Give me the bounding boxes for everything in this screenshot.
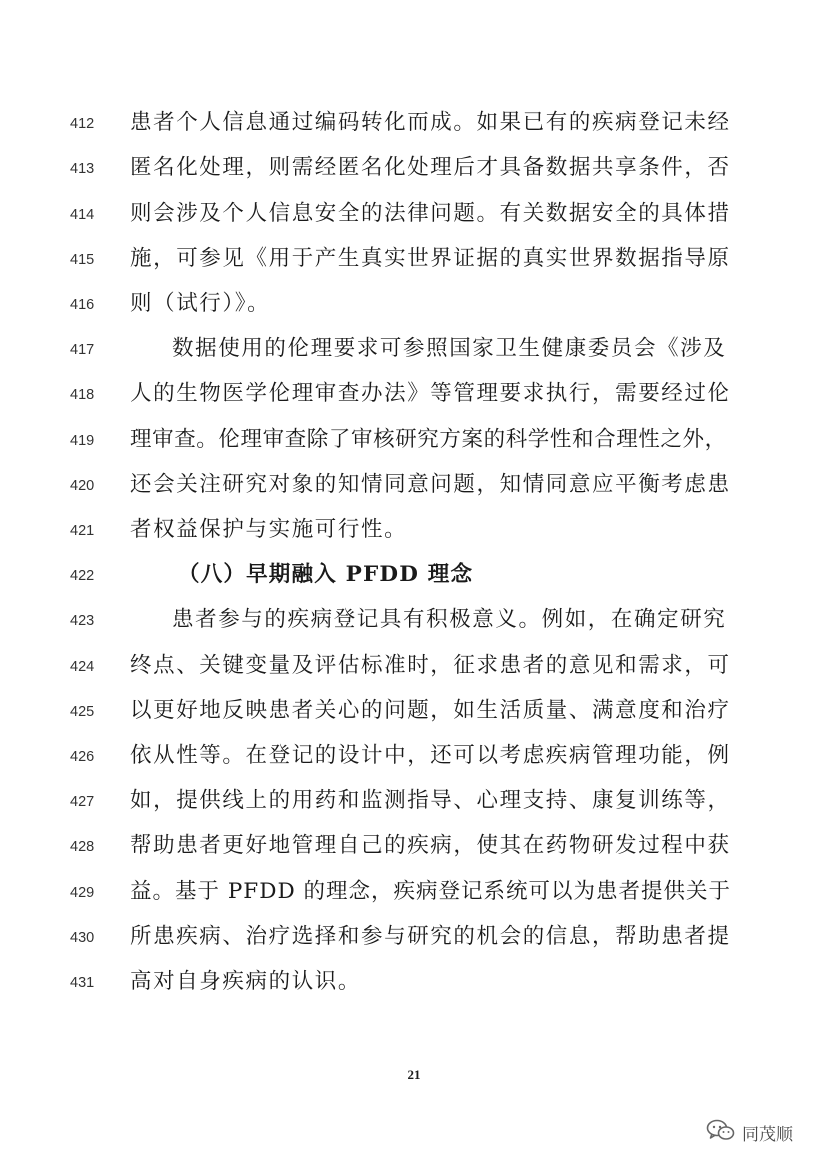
page-number: 21	[407, 1067, 421, 1082]
section-heading-line	[0, 560, 827, 590]
watermark-text: 同茂顺	[742, 1124, 793, 1145]
line-text: 则会涉及个人信息安全的法律问题。有关数据安全的具体措	[130, 201, 731, 226]
line-number: 431	[70, 975, 95, 991]
text-line	[0, 334, 827, 364]
line-number: 414	[70, 207, 95, 223]
line-number: 429	[70, 885, 95, 901]
line-text: 者权益保护与实施可行性。	[130, 517, 408, 542]
text-line	[0, 922, 827, 952]
line-number: 426	[70, 749, 95, 765]
line-text: 益。基于 PFDD 的理念，疾病登记系统可以为患者提供关于	[130, 879, 732, 904]
text-line	[0, 470, 827, 500]
line-number: 420	[70, 478, 95, 494]
line-text: 终点、关键变量及评估标准时，征求患者的意见和需求，可	[130, 653, 731, 678]
line-number: 419	[70, 433, 95, 449]
line-text: 患者个人信息通过编码转化而成。如果已有的疾病登记未经	[130, 110, 731, 135]
line-text: 依从性等。在登记的设计中，还可以考虑疾病管理功能，例	[130, 743, 731, 768]
line-text: 以更好地反映患者关心的问题，如生活质量、满意度和治疗	[130, 698, 731, 723]
text-line	[0, 289, 827, 319]
line-text: 高对自身疾病的认识。	[130, 969, 362, 994]
line-text: 所患疾病、治疗选择和参与研究的机会的信息，帮助患者提	[130, 924, 731, 949]
line-text: 则（试行）》。	[130, 291, 271, 316]
text-line	[0, 741, 827, 771]
text-line	[0, 605, 827, 635]
line-text: 患者参与的疾病登记具有积极意义。例如，在确定研究	[172, 607, 727, 632]
line-number: 428	[70, 839, 95, 855]
text-line	[0, 379, 827, 409]
wechat-icon	[706, 1118, 736, 1146]
line-number: 415	[70, 252, 95, 268]
line-number: 430	[70, 930, 95, 946]
text-line	[0, 696, 827, 726]
text-line	[0, 425, 827, 455]
text-line	[0, 244, 827, 274]
text-line	[0, 831, 827, 861]
line-text: 还会关注研究对象的知情同意问题，知情同意应平衡考虑患	[130, 472, 731, 497]
text-line	[0, 877, 827, 907]
wechat-watermark	[706, 1118, 793, 1146]
line-number: 412	[70, 116, 95, 132]
text-line	[0, 967, 827, 997]
line-number: 425	[70, 704, 95, 720]
line-number: 423	[70, 613, 95, 629]
line-text: 人的生物医学伦理审查办法》等管理要求执行，需要经过伦	[130, 381, 731, 406]
text-line	[0, 786, 827, 816]
line-number: 424	[70, 659, 95, 675]
line-text: 帮助患者更好地管理自己的疾病，使其在药物研发过程中获	[130, 833, 731, 858]
line-text: 数据使用的伦理要求可参照国家卫生健康委员会《涉及	[172, 336, 727, 361]
line-number: 421	[70, 523, 95, 539]
text-line	[0, 651, 827, 681]
line-text: 匿名化处理，则需经匿名化处理后才具备数据共享条件，否	[130, 155, 731, 180]
line-number: 417	[70, 342, 95, 358]
line-text: 理审查。伦理审查除了审核研究方案的科学性和合理性之外，	[130, 427, 727, 452]
text-line	[0, 515, 827, 545]
line-text: 如，提供线上的用药和监测指导、心理支持、康复训练等，	[130, 788, 731, 813]
text-line	[0, 108, 827, 138]
line-text: 施，可参见《用于产生真实世界证据的真实世界数据指导原	[130, 246, 731, 271]
text-line	[0, 199, 827, 229]
line-number: 413	[70, 161, 95, 177]
line-number: 418	[70, 387, 95, 403]
text-line	[0, 153, 827, 183]
section-heading: （八）早期融入 PFDD 理念	[178, 562, 474, 587]
line-number: 427	[70, 794, 95, 810]
line-number: 422	[70, 568, 95, 584]
line-number: 416	[70, 297, 95, 313]
